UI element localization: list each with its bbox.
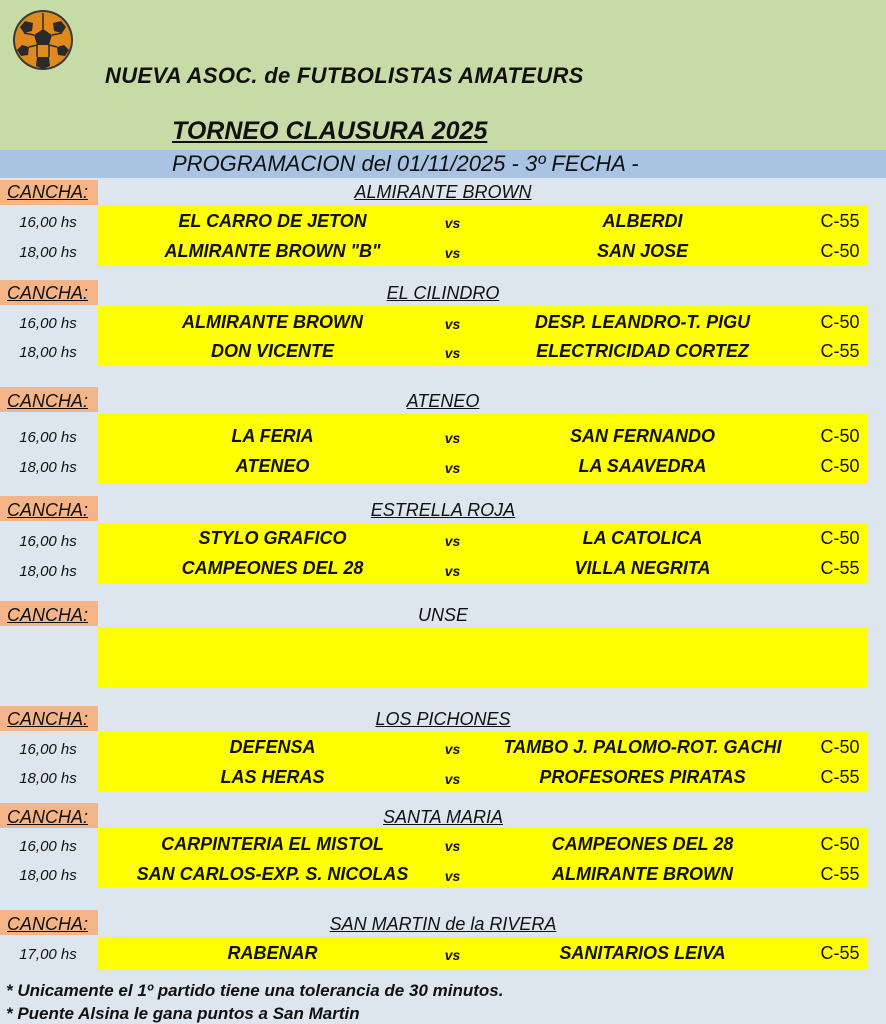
match-time: 18,00 hs — [19, 770, 77, 787]
match-home-team: DEFENSA — [229, 737, 316, 757]
match-code: C-55 — [820, 767, 860, 787]
venue-name: UNSE — [417, 605, 468, 625]
match-time: 18,00 hs — [19, 244, 77, 261]
match-away-team: SAN FERNANDO — [569, 426, 715, 446]
cancha-label: CANCHA: — [7, 807, 89, 827]
match-time: 18,00 hs — [19, 867, 77, 884]
match-away-team: LA SAAVEDRA — [578, 456, 707, 476]
match-home-team: RABENAR — [227, 943, 318, 963]
cancha-label: CANCHA: — [7, 391, 89, 411]
match-code: C-55 — [820, 864, 860, 884]
match-home-team: LAS HERAS — [220, 767, 325, 787]
match-code: C-50 — [820, 426, 860, 446]
venue-name: EL CILINDRO — [386, 283, 500, 303]
match-code: C-55 — [820, 943, 860, 963]
match-code: C-50 — [820, 312, 860, 332]
match-vs: vs — [444, 563, 461, 579]
cancha-label: CANCHA: — [7, 283, 89, 303]
match-home-team: ATENEO — [235, 456, 310, 476]
cancha-label: CANCHA: — [7, 182, 89, 202]
match-home-team: STYLO GRAFICO — [198, 528, 347, 548]
tournament-title: TORNEO CLAUSURA 2025 — [172, 117, 488, 145]
match-vs: vs — [444, 741, 461, 757]
match-code: C-50 — [820, 834, 860, 854]
match-code: C-50 — [820, 456, 860, 476]
match-time: 18,00 hs — [19, 563, 77, 580]
match-time: 16,00 hs — [19, 533, 77, 550]
venue-name: ESTRELLA ROJA — [370, 500, 516, 520]
match-home-team: DON VICENTE — [210, 341, 334, 361]
venue-name: ALMIRANTE BROWN — [354, 182, 532, 202]
match-home-team: ALMIRANTE BROWN — [182, 312, 363, 332]
organization-title: NUEVA ASOC. de FUTBOLISTAS AMATEURS — [105, 63, 584, 88]
match-vs: vs — [444, 771, 461, 787]
match-vs: vs — [444, 460, 461, 476]
match-away-team: SAN JOSE — [596, 241, 689, 261]
footnote: * Puente Alsina le gana puntos a San Martin — [6, 1004, 360, 1023]
match-vs: vs — [444, 215, 461, 231]
match-code: C-50 — [820, 528, 860, 548]
match-away-team: VILLA NEGRITA — [574, 558, 711, 578]
match-code: C-50 — [820, 737, 860, 757]
match-home-team: SAN CARLOS-EXP. S. NICOLAS — [136, 864, 409, 884]
program-title: PROGRAMACION del 01/11/2025 - 3º FECHA - — [172, 151, 639, 176]
match-home-team: ALMIRANTE BROWN "B" — [164, 241, 381, 261]
cancha-label: CANCHA: — [7, 709, 89, 729]
match-home-team: EL CARRO DE JETON — [178, 211, 367, 231]
match-vs: vs — [444, 533, 461, 549]
match-away-team: ALMIRANTE BROWN — [552, 864, 733, 884]
match-time: 16,00 hs — [19, 315, 77, 332]
venue-name: SANTA MARIA — [382, 807, 503, 827]
match-away-team: ELECTRICIDAD CORTEZ — [536, 341, 749, 361]
soccer-ball-icon — [12, 9, 74, 71]
cancha-label: CANCHA: — [7, 500, 89, 520]
match-time: 16,00 hs — [19, 741, 77, 758]
match-away-team: DESP. LEANDRO-T. PIGU — [534, 312, 751, 332]
match-time: 17,00 hs — [19, 946, 77, 963]
match-code: C-50 — [820, 241, 860, 261]
match-away-team: PROFESORES PIRATAS — [539, 767, 746, 787]
match-away-team: TAMBO J. PALOMO-ROT. GACHI — [503, 737, 782, 757]
match-time: 18,00 hs — [19, 344, 77, 361]
match-vs: vs — [444, 838, 461, 854]
match-away-team: CAMPEONES DEL 28 — [551, 834, 734, 854]
match-vs: vs — [444, 430, 461, 446]
match-away-team: LA CATOLICA — [582, 528, 703, 548]
venue-name: ATENEO — [406, 391, 480, 411]
match-time: 16,00 hs — [19, 429, 77, 446]
cancha-label: CANCHA: — [7, 605, 89, 625]
match-code: C-55 — [820, 211, 860, 231]
footnote: * Unicamente el 1º partido tiene una tolerancia de 30 minutos. — [6, 981, 504, 1000]
match-vs: vs — [444, 245, 461, 261]
match-code: C-55 — [820, 558, 860, 578]
match-vs: vs — [444, 345, 461, 361]
match-away-team: SANITARIOS LEIVA — [559, 943, 726, 963]
match-time: 16,00 hs — [19, 838, 77, 855]
match-vs: vs — [444, 868, 461, 884]
cancha-label: CANCHA: — [7, 914, 89, 934]
match-time: 18,00 hs — [19, 459, 77, 476]
match-vs: vs — [444, 947, 461, 963]
match-time: 16,00 hs — [19, 214, 77, 231]
match-home-team: CAMPEONES DEL 28 — [181, 558, 364, 578]
venue-name: LOS PICHONES — [375, 709, 511, 729]
match-vs: vs — [444, 316, 461, 332]
match-code: C-55 — [820, 341, 860, 361]
match-away-team: ALBERDI — [602, 211, 683, 231]
venue-matches-block — [98, 627, 868, 687]
match-home-team: CARPINTERIA EL MISTOL — [161, 834, 384, 854]
match-home-team: LA FERIA — [231, 426, 314, 446]
venue-name: SAN MARTIN de la RIVERA — [329, 914, 557, 934]
